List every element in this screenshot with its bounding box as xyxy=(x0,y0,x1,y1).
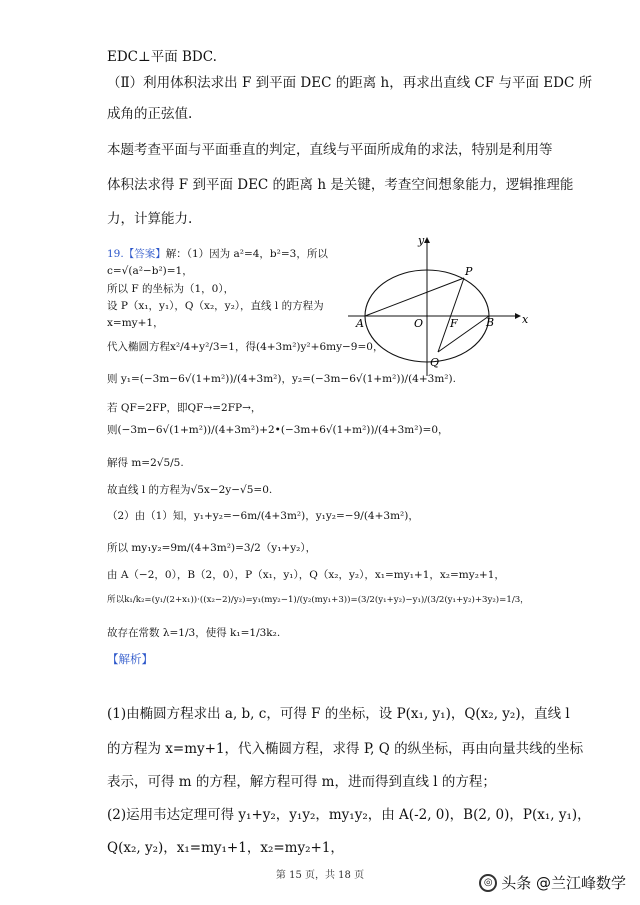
text-line-6: 力，计算能力. xyxy=(107,211,193,227)
answer-line-16: 故存在常数 λ=1/3，使得 k₁=1/3k₂. xyxy=(107,627,281,639)
label-o: O xyxy=(414,317,424,330)
ellipse-figure xyxy=(340,230,540,380)
analysis-line-3: 表示，可得 m 的方程，解方程可得 m，进而得到直线 l 的方程； xyxy=(107,774,496,790)
answer-line-7: 则 y₁=(−3m−6√(1+m²))/(4+3m²)，y₂=(−3m−6√(1+m²))/(4+3m²). xyxy=(107,373,456,385)
label-p: P xyxy=(465,265,473,278)
answer-line-14: 由 A（−2，0），B（2，0），P（x₁，y₁），Q（x₂，y₂），x₁=my₁+1，x₂=my₂+1， xyxy=(107,569,505,581)
answer-line-5: x=my+1， xyxy=(107,317,164,329)
answer-line-1 xyxy=(107,247,328,261)
label-x: x xyxy=(522,313,529,326)
text-line-1: EDC⊥平面 BDC. xyxy=(107,49,217,65)
answer-line-9: 则(−3m−6√(1+m²))/(4+3m²)+2•(−3m+6√(1+m²))/(4+3m²)=0， xyxy=(107,424,449,436)
answer-line-12: （2）由（1）知，y₁+y₂=−6m/(4+3m²)，y₁y₂=−9/(4+3m²)， xyxy=(107,510,419,522)
answer-line-11: 故直线 l 的方程为√5x−2y−√5=0. xyxy=(107,484,273,496)
segment-qb xyxy=(438,316,489,352)
analysis-line-5: Q(x₂, y₂)，x₁=my₁+1，x₂=my₂+1， xyxy=(107,840,344,856)
answer-line-2: c=√(a²−b²)=1， xyxy=(107,265,193,277)
answer-text: 解：（1）因为 a²=4，b²=3，所以 xyxy=(165,248,328,260)
analysis-tag: 【解析】 xyxy=(107,652,153,666)
text-line-4: 本题考查平面与平面垂直的判定，直线与平面所成角的求法，特别是利用等 xyxy=(107,142,553,158)
segment-pq xyxy=(438,278,464,352)
text-line-5: 体积法求得 F 到平面 DEC 的距离 h 是关键，考查空间想象能力，逻辑推理能 xyxy=(107,177,574,193)
analysis-line-2: 的方程为 x=my+1，代入椭圆方程，求得 P, Q 的纵坐标，再由向量共线的坐标 xyxy=(107,741,584,757)
question-number: 19. xyxy=(107,248,124,260)
analysis-line-4: (2)运用韦达定理可得 y₁+y₂，y₁y₂，my₁y₂，由 A(-2, 0)，B(2, 0)，P(x₁, y₁)， xyxy=(107,807,591,823)
answer-line-4: 设 P（x₁，y₁），Q（x₂，y₂），直线 l 的方程为 xyxy=(107,300,324,312)
watermark-text: 头条 @兰江峰数学 xyxy=(501,874,626,892)
answer-line-15: 所以k₁/k₂=(y₁/(2+x₁))·((x₂−2)/y₂)=y₁(my₂−1)/(y₂(my₁+3))=(3/2(y₁+y₂)−y₁)/(3/2(y₁+y₂)+3y₂)=1/3， xyxy=(107,595,529,605)
label-b: B xyxy=(486,316,495,329)
label-q: Q xyxy=(430,356,440,369)
answer-line-3: 所以 F 的坐标为（1，0）， xyxy=(107,283,235,295)
text-line-2: （Ⅱ）利用体积法求出 F 到平面 DEC 的距离 h，再求出直线 CF 与平面 EDC 所 xyxy=(107,75,593,91)
label-a: A xyxy=(356,317,364,330)
answer-line-6: 代入椭圆方程x²/4+y²/3=1，得(4+3m²)y²+6my−9=0， xyxy=(107,341,384,353)
page-footer: 第 15 页，共 18 页 xyxy=(275,870,365,881)
toutiao-logo-icon: ◎ xyxy=(479,874,497,892)
label-f: F xyxy=(450,317,458,330)
label-y: y xyxy=(418,234,425,247)
text-line-3: 成角的正弦值. xyxy=(107,106,193,122)
answer-line-13: 所以 my₁y₂=9m/(4+3m²)=3/2（y₁+y₂）， xyxy=(107,542,317,554)
analysis-line-1: (1)由椭圆方程求出 a, b, c，可得 F 的坐标，设 P(x₁, y₁)，Q(x₂, y₂)，直线 l xyxy=(107,706,570,722)
answer-line-10: 解得 m=2√5/5. xyxy=(107,457,184,469)
segment-ap xyxy=(365,278,464,316)
watermark xyxy=(479,872,626,893)
answer-tag: 【答案】 xyxy=(123,248,166,260)
answer-line-8: 若 QF=2FP，即QF→=2FP→， xyxy=(107,402,262,414)
